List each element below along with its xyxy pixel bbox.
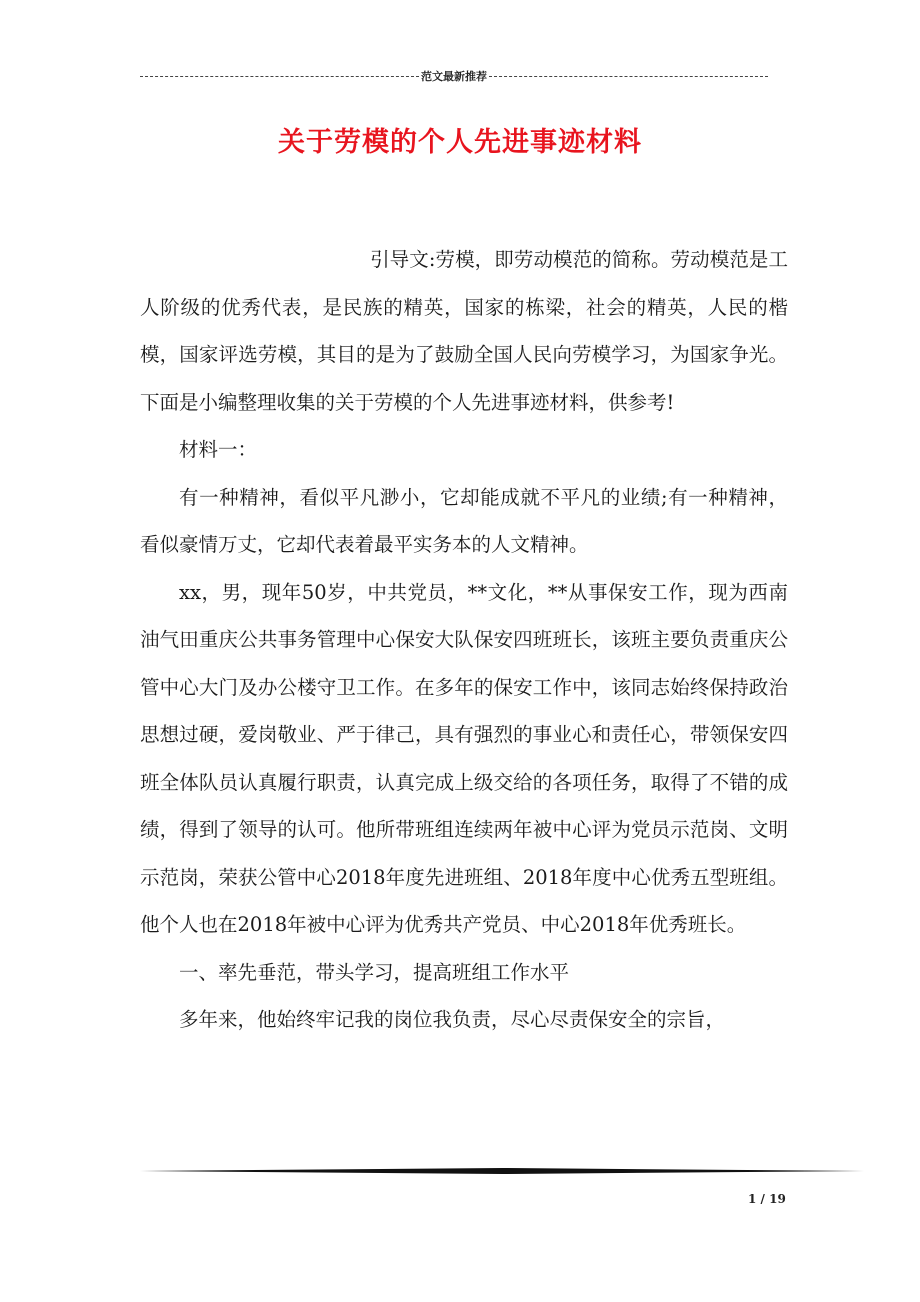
header-label: 范文最新推荐 — [421, 70, 487, 83]
document-body — [140, 236, 788, 1044]
page-header — [140, 68, 768, 84]
document-title: 关于劳模的个人先进事迹材料 — [278, 127, 642, 158]
body-paragraph: 多年来，他始终牢记我的岗位我负责，尽心尽责保安全的宗旨， — [179, 1008, 726, 1031]
header-dash-right — [489, 76, 768, 77]
section-label: 材料一： — [179, 438, 258, 461]
page-number: 1 / 19 — [748, 1192, 786, 1206]
body-paragraph: xx，男，现年50岁，中共党员，**文化，**从事保安工作，现为西南油气田重庆公共事务管理中心保安大队保安四班班长，该班主要负责重庆公管中心大门及办公楼守卫工作。在多年的保安工作中，该同志始终保持政治思想过硬，爱岗敬业、严于律己，具有强烈的事业心和责任心，带领保安四班全体队员认真履行职责，认真完成上级交给的各项任务，取得了不错的成绩，得到了领导的认可。他所带班组连续两年被中心评为党员示范岗、文明示范岗，荣获公管中心2018年度先进班组、2018年度中心优秀五型班组。他个人也在2018年被中心评为优秀共产党员、中心2018年优秀班长。 — [140, 580, 788, 936]
section-heading: 一、率先垂范，带头学习，提高班组工作水平 — [179, 960, 570, 984]
body-paragraph: 有一种精神，看似平凡渺小，它却能成就不平凡的业绩;有一种精神，看似豪情万丈，它却代表着最平实务本的人文精神。 — [140, 485, 788, 556]
intro-paragraph: 引导文:劳模，即劳动模范的简称。劳动模范是工人阶级的优秀代表，是民族的精英，国家的栋梁，社会的精英，人民的楷模，国家评选劳模，其目的是为了鼓励全国人民向劳模学习，为国家争光。下面是小编整理收集的关于劳模的个人先进事迹材料，供参考! — [140, 248, 788, 414]
footer-rule — [140, 1168, 864, 1174]
header-dash-left — [140, 76, 419, 77]
